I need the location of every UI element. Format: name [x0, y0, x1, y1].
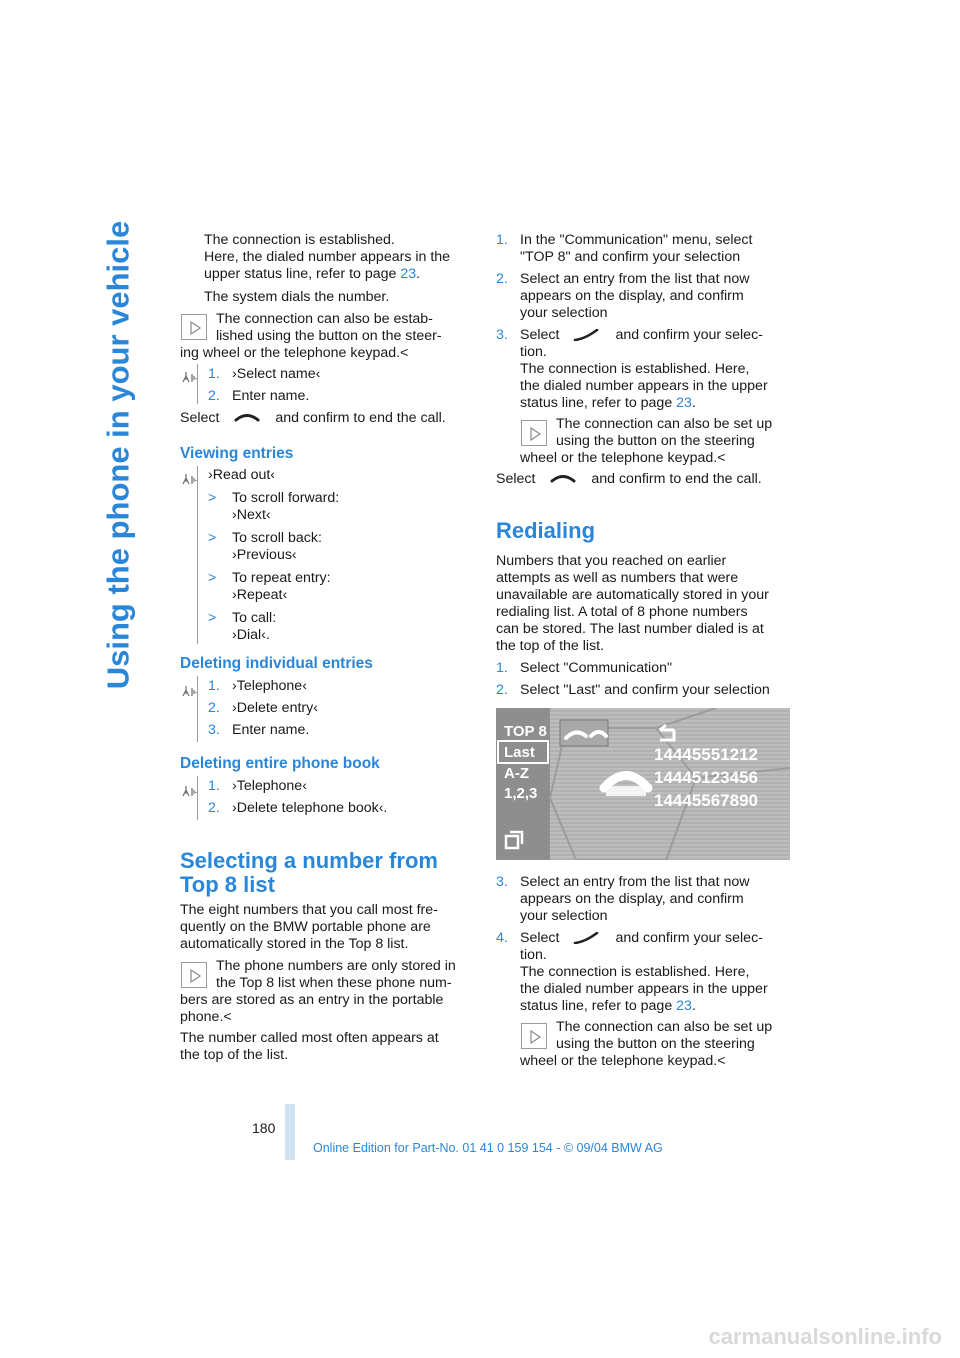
text-line: The system dials the number.: [204, 289, 390, 305]
bullet: >: [208, 530, 217, 546]
end-call-icon: [547, 473, 579, 485]
screen-numbers: [654, 744, 758, 812]
step: 2. Enter name.: [208, 388, 310, 404]
page-link[interactable]: 23: [676, 395, 692, 411]
voice-divider: [197, 676, 198, 742]
list-item: > To scroll back: ›Previous‹: [208, 530, 322, 563]
connection-paragraph: [180, 232, 480, 306]
redialing-paragraph: Numbers that you reached on earlier attempts as well as numbers that were unavailable are automatically stored in your redialing list. A total of 8 phone numbers can be stored. The last number dialed is at the top of the list. 1. Select "Communication" 2. Select "Last" and confirm your selection: [496, 553, 796, 699]
delete-individual-steps: [208, 678, 478, 739]
voice-divider: [197, 776, 198, 820]
note-connection-set-up: The connection can also be set up using the button on the steering wheel or the telephone keypad.<: [520, 416, 773, 466]
page-link[interactable]: 23: [676, 998, 692, 1014]
menu-item-top8[interactable]: TOP 8: [504, 723, 547, 740]
text-line: lished using the button on the steer-: [216, 328, 442, 344]
step: 2. Select "Last" and confirm your selection: [496, 682, 770, 698]
voice-divider: [197, 466, 198, 644]
step: 3. Enter name.: [208, 722, 310, 738]
list-item: > To repeat entry: ›Repeat‹: [208, 570, 331, 603]
bullet: >: [208, 570, 217, 586]
select-end-call: Select and confirm to end the call.: [180, 410, 446, 426]
menu-item-123[interactable]: 1,2,3: [504, 785, 538, 802]
number-entry[interactable]: 14445123456: [654, 768, 759, 787]
list-item: > To scroll forward: ›Next‹: [208, 490, 340, 523]
note-top8-storage: The phone numbers are only stored in the Top 8 list when these phone num- bers are stored as an entry in the portable phone.<: [180, 958, 456, 1025]
step: 3. Select an entry from the list that now: [496, 874, 750, 890]
text-line: ›Read out‹: [208, 467, 276, 483]
end-call-icon: [231, 412, 263, 424]
text-line: upper status line, refer to page 23.: [204, 266, 421, 282]
heading-viewing-entries: Viewing entries: [180, 445, 294, 462]
page-link[interactable]: 23: [400, 266, 417, 282]
step: 2. ›Delete telephone book‹.: [208, 800, 388, 816]
step: 1. Select "Communication": [496, 660, 673, 676]
voice-divider: [197, 364, 198, 404]
text-line: The connection can also be estab-: [216, 311, 433, 327]
left-column: [180, 232, 480, 306]
top8-paragraph-2: The number called most often appears at the top of the list.: [180, 1030, 439, 1063]
voice-steps-select-name: [208, 366, 478, 405]
end-mark: <: [400, 345, 409, 361]
menu-item-last[interactable]: Last: [504, 744, 535, 761]
text-line: Here, the dialed number appears in the: [204, 249, 451, 265]
call-icon: [571, 329, 603, 341]
step: 4. Select and confirm your selec-: [496, 930, 763, 946]
step: 1. ›Telephone‹: [208, 778, 307, 794]
list-item: > To call: ›Dial‹.: [208, 610, 277, 643]
step: 1. ›Select name‹: [208, 366, 321, 382]
step: 2. ›Delete entry‹: [208, 700, 318, 716]
menu-item-a-z[interactable]: A-Z: [504, 765, 529, 782]
select-end-call-right: Select and confirm to end the call.: [496, 471, 762, 487]
watermark: carmanualsonline.info: [708, 1324, 942, 1349]
page-number: 180: [252, 1120, 276, 1136]
heading-top8: Selecting a number from Top 8 list: [180, 848, 438, 897]
delete-book-steps: [208, 778, 478, 817]
footer-bar: [285, 1104, 295, 1160]
call-icon: [571, 932, 603, 944]
note-connection-steering: [180, 311, 480, 362]
number-entry[interactable]: 14445551212: [654, 745, 759, 764]
footer-edition: Online Edition for Part-No. 01 41 0 159 154 - © 09/04 BMW AG: [313, 1141, 663, 1155]
bullet: >: [208, 610, 217, 626]
number-entry[interactable]: 14445567890: [654, 791, 759, 810]
bullet: >: [208, 490, 217, 506]
top8-paragraph: The eight numbers that you call most fre- quently on the BMW portable phone are automatically stored in the Top 8 list.: [180, 902, 438, 952]
viewing-commands: [208, 467, 478, 644]
heading-deleting-individual: Deleting individual entries: [180, 655, 373, 672]
step: 1. In the "Communication" menu, select: [496, 232, 753, 248]
heading-redialing: Redialing: [496, 518, 596, 543]
right-steps-after-screen: 3. Select an entry from the list that now appears on the display, and confirm your selection 4. Select and confirm your selec- tion. The connection is established. Here, the dialed number appears in the upper status line, refer to page 23.: [496, 874, 796, 1015]
text-line: ing wheel or the telephone keypad.<: [180, 345, 409, 361]
step: 2. Select an entry from the list that now: [496, 271, 750, 287]
right-steps-top8: 1. In the "Communication" menu, select "TOP 8" and confirm your selection 2. Select an entry from the list that now appears on the display, and confirm your selection 3. Select and confirm your selec- tion. The connection is established. Here, the dialed number appears in the upper status line, refer to page 23.: [496, 232, 796, 412]
step: 1. ›Telephone‹: [208, 678, 307, 694]
text-line: The connection is established.: [204, 232, 395, 248]
note-connection-set-up-2: The connection can also be set up using the button on the steering wheel or the telephone keypad.<: [520, 1019, 773, 1069]
screen-menu: [504, 722, 547, 804]
heading-deleting-book: Deleting entire phone book: [180, 755, 380, 772]
redial-screen: [496, 708, 790, 860]
step: 3. Select and confirm your selec-: [496, 327, 763, 343]
